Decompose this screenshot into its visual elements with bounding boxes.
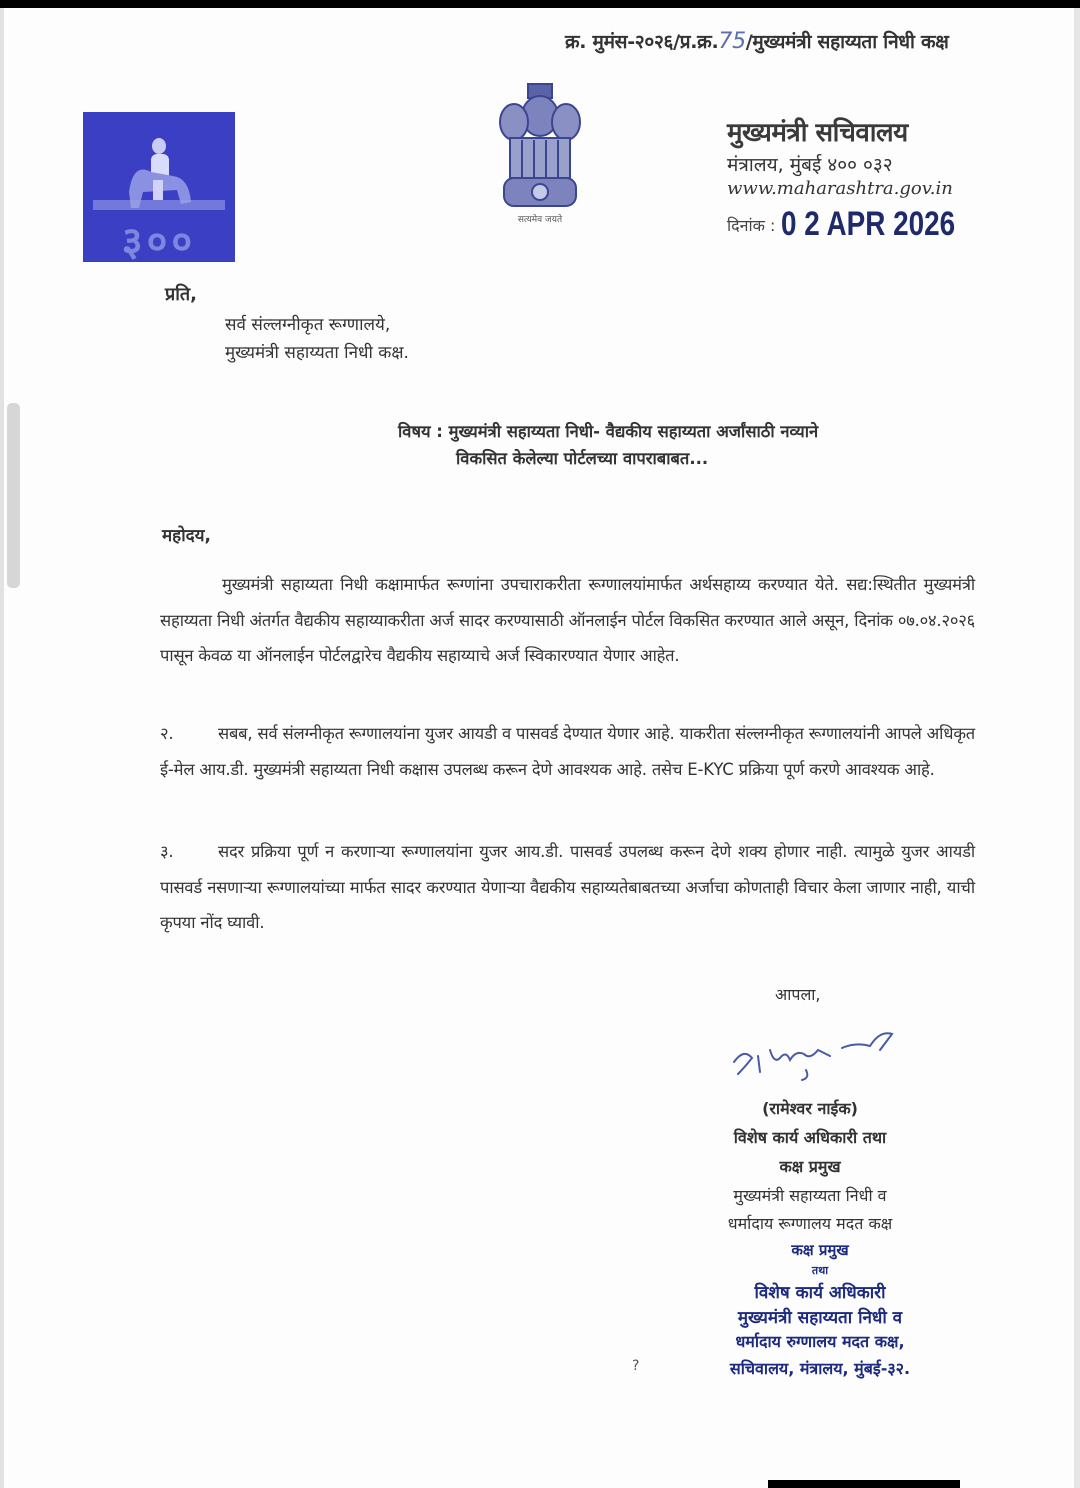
seal-line: धर्मादाय रुग्णालय मदत कक्ष, (735, 1332, 905, 1351)
logo-label: ३०० (121, 219, 197, 262)
logo-band (93, 200, 225, 210)
signatory-department: मुख्यमंत्री सहाय्यता निधी व (733, 1186, 887, 1205)
page-edge-left (0, 8, 4, 1488)
paragraph-text: मुख्यमंत्री सहाय्यता निधी कक्षामार्फत रूग्णांना उपचाराकरीता रूग्णालयांमार्फत अर्थसहाय्य करण्यात येते. सद्य:स्थितीत मुख्यमंत्री सहाय्यता निधी अंतर्गत वैद्यकीय सहाय्याकरीता अर्ज सादर करण्यासाठी ऑनलाईन पोर्टल विकसित करण्यात आले असून, दिनांक ०७.०४.२०२६ पासून केवळ या ऑनलाईन पोर्टलद्वारेच वैद्यकीय सहाय्याचे अर्ज स्विकारण्यात येणार आहेत. (160, 575, 975, 665)
anniversary-logo (83, 112, 235, 262)
home-indicator-bar (768, 1480, 960, 1488)
reference-suffix: /मुख्यमंत्री सहाय्यता निधी कक्ष (745, 31, 949, 53)
paragraph-3 (160, 834, 975, 941)
emblem-motto: सत्यमेव जयते (517, 215, 563, 225)
seal-line: तथा (811, 1264, 829, 1277)
page-edge-right (1074, 8, 1080, 1488)
subject (398, 418, 978, 472)
office-address: मंत्रालय, मुंबई ४०० ०३२ (727, 154, 893, 176)
office-title: मुख्यमंत्री सचिवालय (727, 118, 908, 148)
reference-handwritten-number: 75 (718, 29, 746, 54)
handwritten-signature (730, 1020, 910, 1090)
office-website: www.maharashtra.gov.in (727, 178, 953, 199)
top-status-bar (0, 0, 1080, 8)
margin-mark: ? (632, 1358, 640, 1374)
seal-line: कक्ष प्रमुख (791, 1241, 849, 1259)
letter-date (727, 201, 993, 243)
recipient-line: सर्व संल्लग्नीकृत रूग्णालये, (225, 315, 391, 335)
signatory-department: धर्मादाय रूग्णालय मदत कक्ष (727, 1214, 893, 1233)
office-header (727, 113, 993, 243)
scrollbar-thumb[interactable] (7, 403, 20, 588)
seal-line: विशेष कार्य अधिकारी (754, 1283, 886, 1303)
reference-prefix: क्र. मुमंस-२०२६/प्र.क्र. (565, 31, 719, 53)
subject-label: विषय : (398, 422, 443, 441)
seal-line: मुख्यमंत्री सहाय्यता निधी व (737, 1308, 903, 1328)
paragraph-text: सदर प्रक्रिया पूर्ण न करणाऱ्या रूग्णालयांना युजर आय.डी. पासवर्ड उपलब्ध करून देणे शक्य होणार नाही. त्यामुळे युजर आयडी पासवर्ड नसणाऱ्या रूग्णालयांच्या मार्फत सादर करण्यात येणाऱ्या वैद्यकीय सहाय्यतेबाबतच्या अर्जाचा कोणताही विचार केला जाणार नाही, याची कृपया नोंद घ्यावी. (160, 842, 975, 932)
seal-line: सचिवालय, मंत्रालय, मुंबई-३२. (729, 1359, 911, 1378)
closing: आपला, (775, 985, 821, 1004)
recipient-label: प्रति, (165, 284, 198, 305)
paragraph-number: २. (160, 724, 174, 743)
reference-number (565, 28, 949, 54)
paragraph-text: सबब, सर्व संलग्नीकृत रूग्णालयांना युजर आयडी व पासवर्ड देण्यात येणार आहे. याकरीता संल्लग्नीकृत रूग्णालयांनी आपले अधिकृत ई-मेल आय.डी. मुख्यमंत्री सहाय्यता निधी कक्षास उपलब्ध करून देणे आवश्यक आहे. तसेच E-KYC प्रक्रिया पूर्ण करणे आवश्यक आहे. (160, 724, 975, 779)
signatory-title: विशेष कार्य अधिकारी तथा (733, 1128, 887, 1147)
subject-line-2: विकसित केलेल्या पोर्टलच्या वापराबाबत... (456, 449, 709, 468)
subject-line-1: मुख्यमंत्री सहाय्यता निधी- वैद्यकीय सहाय्यता अर्जांसाठी नव्याने (448, 422, 819, 441)
date-stamp: 0 2 APR 2026 (780, 205, 955, 243)
salutation: महोदय, (162, 526, 211, 546)
signatory-name: (रामेश्वर नाईक) (762, 1099, 858, 1118)
signatory-title: कक्ष प्रमुख (779, 1157, 841, 1176)
paragraph-1 (160, 567, 975, 674)
recipient-line: मुख्यमंत्री सहाय्यता निधी कक्ष. (225, 343, 409, 363)
date-label: दिनांक : (727, 216, 776, 235)
paragraph-2 (160, 716, 975, 787)
paragraph-number: ३. (160, 842, 174, 861)
national-emblem-icon (490, 78, 590, 228)
